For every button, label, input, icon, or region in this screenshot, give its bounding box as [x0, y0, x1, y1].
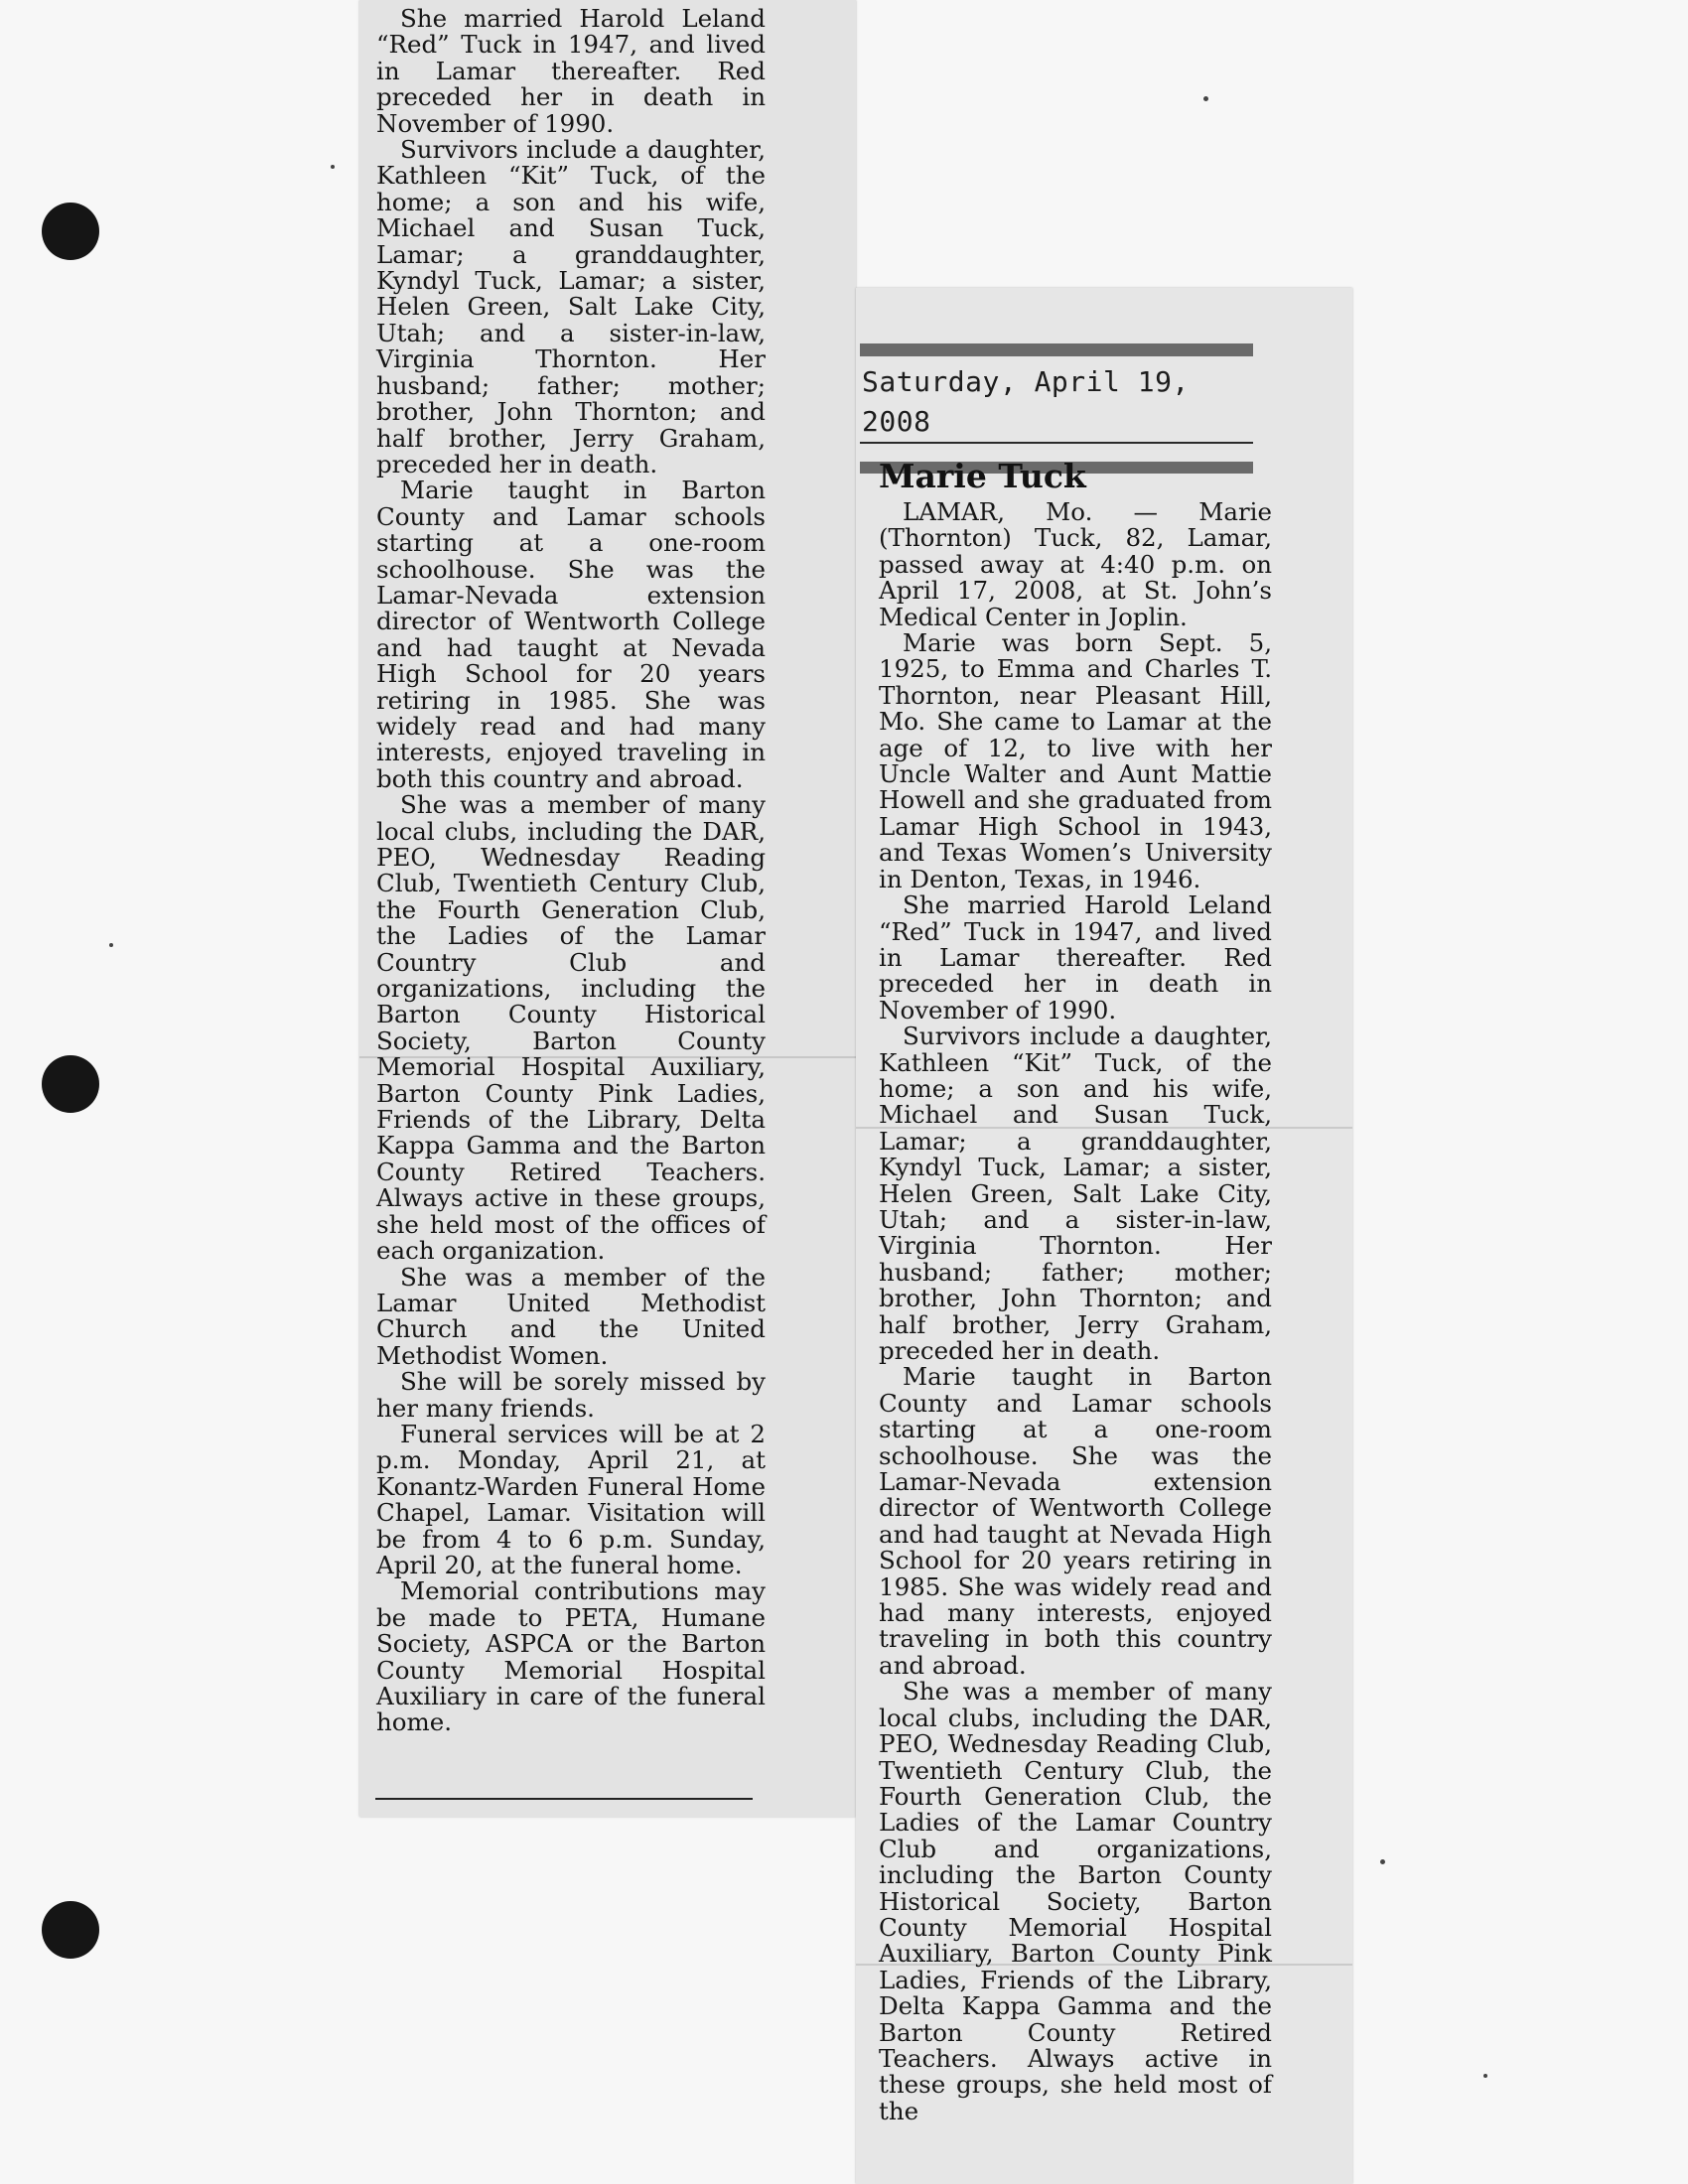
- binder-hole-top: [42, 203, 99, 260]
- paragraph: She married Harold Leland “Red” Tuck in 1947, and lived in Lamar thereafter. Red preceded her in death in November of 1990.: [376, 4, 766, 138]
- paragraph: She was a member of many local clubs, including the DAR, PEO, Wednesday Reading Club, Twentieth Century Club, the Fourth Generation Club, the Ladies of the Lamar Country Club and organizations, including the Barton County Historical Society, Barton County Memorial Hospital Auxiliary, Barton County Pink Ladies, Friends of the Library, Delta Kappa Gamma and the Barton County Retired Teachers. Always active in these groups, she held most of the: [879, 1677, 1272, 2125]
- dateline: Saturday, April 19, 2008: [862, 365, 1190, 438]
- paragraph: Marie taught in Barton County and Lamar schools starting at a one-room schoolhouse. She was the Lamar-Nevada extension director of Wentworth College and had taught at Nevada High School for 20 years retiring in 1985. She was widely read and had many interests, enjoyed traveling in both this country and abroad.: [376, 476, 766, 793]
- rule-under-date: [860, 442, 1253, 444]
- right-column-text: [879, 499, 1272, 2124]
- paragraph: Memorial contributions may be made to PETA, Humane Society, ASPCA or the Barton County Memorial Hospital Auxiliary in care of the funeral home.: [376, 1576, 766, 1737]
- speck: [109, 943, 113, 947]
- speck: [331, 165, 335, 169]
- paragraph: Funeral services will be at 2 p.m. Monday, April 21, at Konantz-Warden Funeral Home Chapel, Lamar. Visitation will be from 4 to 6 p.m. Sunday, April 20, at the funeral home.: [376, 1419, 766, 1579]
- paragraph: She was a member of the Lamar United Methodist Church and the United Methodist Women.: [376, 1262, 766, 1370]
- end-rule: [375, 1798, 753, 1800]
- paragraph: Survivors include a daughter, Kathleen “Kit” Tuck, of the home; a son and his wife, Michael and Susan Tuck, Lamar; a granddaughter, Kyndyl Tuck, Lamar; a sister, Helen Green, Salt Lake City, Utah; and a sister-in-law, Virginia Thornton. Her husband; father; mother; brother, John Thornton; and half brother, Jerry Graham, preceded her in death.: [879, 1022, 1272, 1365]
- speck: [1203, 96, 1208, 101]
- left-column-text: [376, 6, 766, 1736]
- binder-hole-bottom: [42, 1901, 99, 1959]
- paragraph: She married Harold Leland “Red” Tuck in 1947, and lived in Lamar thereafter. Red preceded her in death in November of 1990.: [879, 890, 1272, 1024]
- rule-top: [860, 343, 1253, 356]
- speck: [1380, 1859, 1385, 1864]
- paragraph: She was a member of many local clubs, including the DAR, PEO, Wednesday Reading Club, Twentieth Century Club, the Fourth Generation Club, the Ladies of the Lamar Country Club and organizations, including the Barton County Historical Society, Barton County Memorial Hospital Auxiliary, Barton County Pink Ladies, Friends of the Library, Delta Kappa Gamma and the Barton County Retired Teachers. Always active in these groups, she held most of the offices of each organization.: [376, 790, 766, 1266]
- paragraph: Marie taught in Barton County and Lamar schools starting at a one-room schoolhouse. She was the Lamar-Nevada extension director of Wentworth College and had taught at Nevada High School for 20 years retiring in 1985. She was widely read and had many interests, enjoyed traveling in both this country and abroad.: [879, 1362, 1272, 1680]
- paragraph: LAMAR, Mo. — Marie (Thornton) Tuck, 82, Lamar, passed away at 4:40 p.m. on April 17, 2008, at St. John’s Medical Center in Joplin.: [879, 497, 1272, 631]
- speck: [1483, 2074, 1487, 2078]
- paragraph: She will be sorely missed by her many friends.: [376, 1367, 766, 1423]
- paragraph: Marie was born Sept. 5, 1925, to Emma and Charles T. Thornton, near Pleasant Hill, Mo. She came to Lamar at the age of 12, to live with her Uncle Walter and Aunt Mattie Howell and she graduated from Lamar High School in 1943, and Texas Women’s University in Denton, Texas, in 1946.: [879, 628, 1272, 893]
- obituary-headline: Marie Tuck: [879, 457, 1086, 495]
- paragraph: Survivors include a daughter, Kathleen “Kit” Tuck, of the home; a son and his wife, Michael and Susan Tuck, Lamar; a granddaughter, Kyndyl Tuck, Lamar; a sister, Helen Green, Salt Lake City, Utah; and a sister-in-law, Virginia Thornton. Her husband; father; mother; brother, John Thornton; and half brother, Jerry Graham, preceded her in death.: [376, 135, 766, 478]
- binder-hole-middle: [42, 1055, 99, 1113]
- dateline-block: [860, 343, 1253, 474]
